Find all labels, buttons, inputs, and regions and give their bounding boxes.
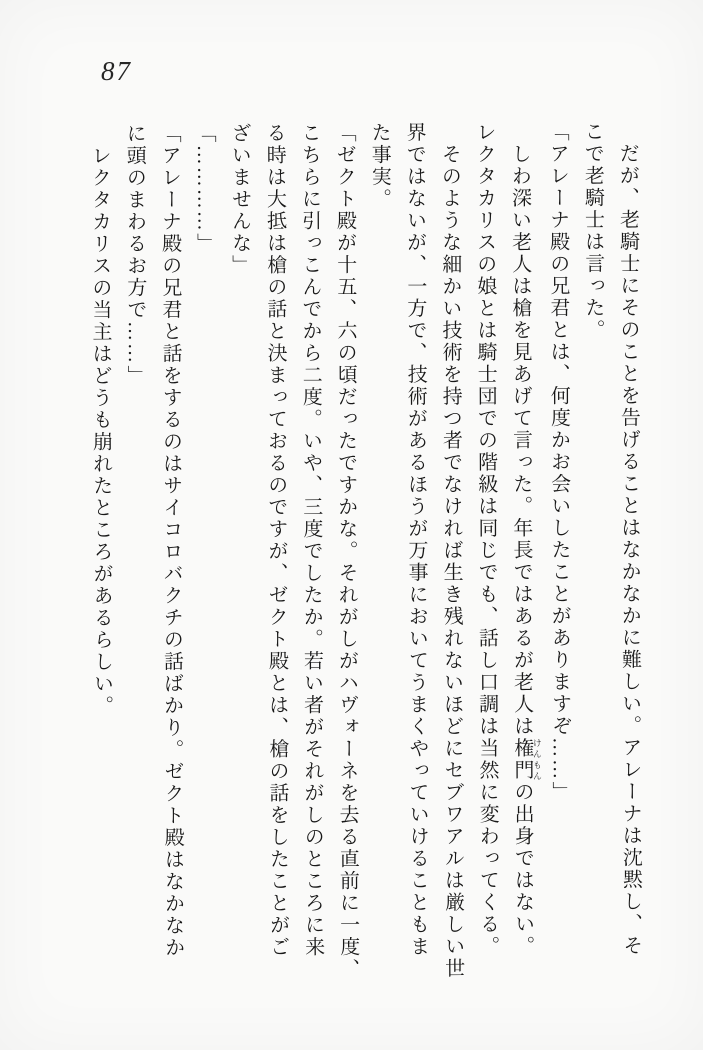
text-column: た事実。 [368,121,391,210]
text-column: しわ深い老人は槍を見あげて言った。年長ではあるが老人は権門けんもんの出身ではない。 [508,121,542,958]
text-column: だが、老騎士にそのことを告げることはなかなかに難しい。アレーナは沈黙し、そ [616,120,642,957]
text-column: 「アレーナ殿の兄君とは、何度かお会いしたことがありますぞ……」 [546,121,572,804]
text-column: こで老騎士は言った。 [581,120,605,342]
furigana-annotation: 権門けんもん [510,737,542,782]
text-column: 界ではないが、一方で、技術があるほうが万事においてうまくやっていけることもま [403,121,429,958]
page-text [84,121,648,1003]
text-column: ざいませんな」 [228,122,251,277]
page-number: 87 [101,56,132,86]
text-column: 「…………」 [193,122,216,255]
text-column: 「ゼクト殿が十五、六の頃だったですかな。それがしがハヴォーネを去る直前に一度、 [333,122,359,981]
text-column: 「アレーナ殿の兄君と話をするのはサイコロバクチの話ばかり。ゼクト殿はなかなか [158,122,184,959]
text-column: に頭のまわるお方で……」 [123,122,147,388]
text-column: こちらに引っこんでから二度。いや、三度でしたか。若い者がそれがしのところに来 [298,122,324,959]
text-column: レクタカリスの娘とは騎士団での階級は同じでも、話し口調は当然に変わってくる。 [473,121,499,958]
text-column: そのような細かい技術を持つ者でなければ生き残れないほどにセブワアルは厳しい世 [438,121,464,980]
text-column: る時は大抵は槍の話と決まっておるのですが、ゼクト殿とは、槍の話をしたことがご [263,122,289,959]
text-column: レクタカリスの当主はどうも崩れたところがあるらしい。 [88,123,113,718]
